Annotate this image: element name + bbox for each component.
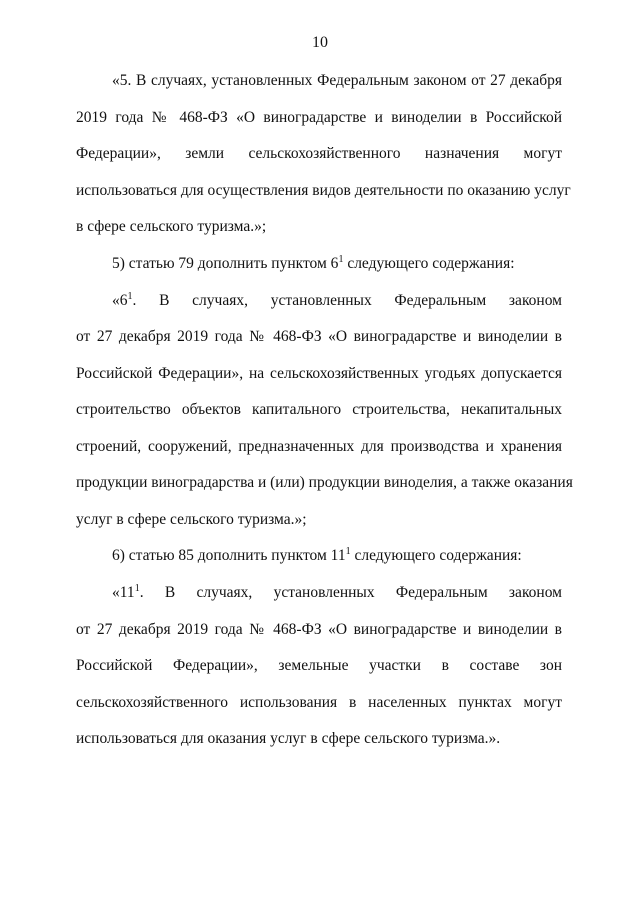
paragraph-1-line-4: использоваться для осуществления видов деятельности по оказанию услуг xyxy=(76,182,571,199)
superscript: 1 xyxy=(134,583,140,594)
line-text: . В случаях, установленных Федеральным законом xyxy=(139,584,562,601)
paragraph-5-line-2: от 27 декабря 2019 года № 468-ФЗ «О виноградарстве и виноделии в xyxy=(76,621,562,638)
paragraph-3-line-3: Российской Федерации», на сельскохозяйственных угодьях допускается xyxy=(76,365,562,382)
line-text: . В случаях, установленных Федеральным законом xyxy=(132,292,562,309)
paragraph-1-line-2: 2019 года № 468-ФЗ «О виноградарстве и виноделии в Российской xyxy=(76,109,562,126)
paragraph-5-line-4: сельскохозяйственного использования в населенных пунктах могут xyxy=(76,694,562,711)
paragraph-2-line-1 xyxy=(112,254,562,274)
paragraph-3-line-5: строений, сооружений, предназначенных для производства и хранения xyxy=(76,438,562,455)
line-text: следующего содержания: xyxy=(350,547,522,564)
line-text: 6) статью 85 дополнить пунктом 11 xyxy=(112,547,346,564)
paragraph-3-line-4: строительство объектов капитального строительства, некапитальных xyxy=(76,401,562,418)
line-text: следующего содержания: xyxy=(343,255,515,272)
page-number: 10 xyxy=(312,34,328,51)
paragraph-3-line-2: от 27 декабря 2019 года № 468-ФЗ «О виноградарстве и виноделии в xyxy=(76,328,562,345)
line-text: 5) статью 79 дополнить пунктом 6 xyxy=(112,255,339,272)
line-text: «6 xyxy=(112,292,128,309)
line-text: «11 xyxy=(112,584,135,601)
paragraph-4-line-1 xyxy=(112,546,562,566)
paragraph-1-line-5: в сфере сельского туризма.»; xyxy=(76,218,267,235)
paragraph-5-line-5: использоваться для оказания услуг в сфере сельского туризма.». xyxy=(76,730,501,747)
paragraph-5-line-3: Российской Федерации», земельные участки в составе зон xyxy=(76,657,562,674)
paragraph-1-line-1: «5. В случаях, установленных Федеральным законом от 27 декабря xyxy=(112,72,562,89)
paragraph-3-line-7: услуг в сфере сельского туризма.»; xyxy=(76,511,307,528)
paragraph-1-line-3: Федерации», земли сельскохозяйственного назначения могут xyxy=(76,145,562,162)
superscript: 1 xyxy=(127,291,133,302)
paragraph-3-line-1 xyxy=(112,291,562,311)
paragraph-3-line-6: продукции виноградарства и (или) продукции виноделия, а также оказания xyxy=(76,474,573,491)
paragraph-5-line-1 xyxy=(112,583,562,603)
superscript: 1 xyxy=(338,254,344,265)
superscript: 1 xyxy=(345,546,351,557)
